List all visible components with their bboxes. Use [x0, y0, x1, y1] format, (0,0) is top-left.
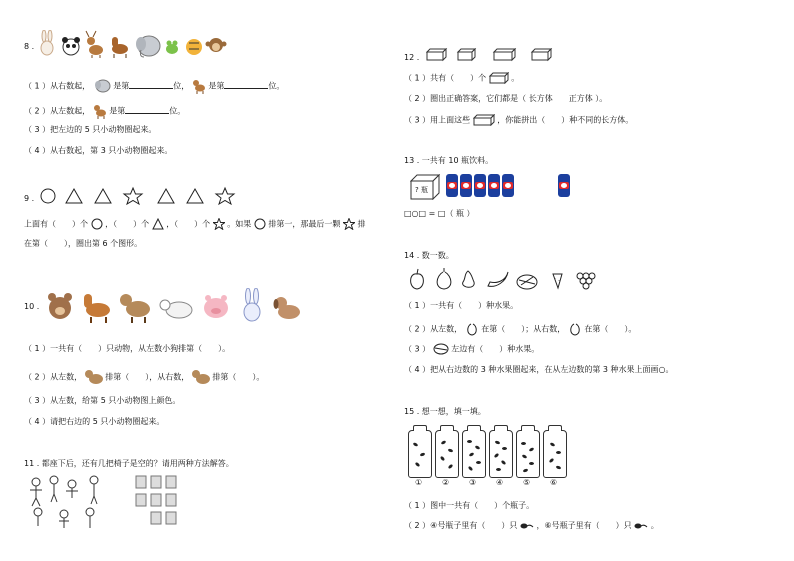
q8-animal-row [38, 30, 228, 58]
q14-line4: （ 4 ）把从右边数的 3 种水果圈起来，在从左边数的第 3 种水果上面画○。 [404, 365, 674, 374]
q8-l1-text-b: 是第 [113, 81, 130, 91]
soda-can-icon [502, 174, 514, 197]
peach-icon [437, 268, 451, 289]
q15-line1: （ 1 ）图中一共有（ ）个瓶子。 [404, 501, 535, 510]
triangle-icon [158, 189, 174, 203]
strawberry-icon [553, 274, 562, 288]
triangle-icon [187, 189, 203, 203]
circle-icon [41, 189, 55, 203]
jar-labels [408, 478, 578, 490]
q12-l1-a: （ 1 ）共有（ ）个 [404, 73, 487, 83]
soda-can-icon [488, 174, 500, 197]
q15-text: 15 . 想一想，填一填。 [404, 407, 486, 416]
jar-3 [462, 430, 486, 478]
q10-animal-row [46, 288, 311, 324]
q15-l2-b: ，⑥号瓶子里有（ ）只 [536, 521, 632, 530]
tadpole-icon [520, 522, 534, 530]
q10-line3: （ 3 ）从左数，给第 5 只小动物图上颜色。 [24, 396, 181, 405]
q9-line1 [24, 218, 365, 230]
q9-l1-b: ，（ ）个 [105, 219, 150, 229]
q8-l1-text-c: 位， [173, 81, 190, 91]
q10-line1: （ 1 ）一共有（ ）只动物，从左数小狗排第（ ）。 [24, 344, 231, 353]
q14-l3-a: （ 3 ） [404, 344, 431, 354]
jar-label-4: ④ [496, 478, 504, 487]
q8-header [24, 41, 34, 52]
cow-icon [85, 369, 103, 385]
star-icon [124, 188, 142, 204]
rabbit-icon [244, 288, 260, 321]
q12-l3-a: （ 3 ）用上面这些 [404, 115, 471, 125]
q12-l3-b: ，你能拼出（ ）种不同的长方体。 [497, 115, 634, 125]
jar-5 [516, 430, 540, 478]
tiger-icon [186, 39, 202, 55]
children-illustration [26, 474, 106, 530]
deer-icon [93, 103, 107, 119]
q14-l2-c: 在第（ ）。 [584, 324, 637, 334]
circle-icon [254, 218, 266, 230]
banana-icon [488, 272, 508, 286]
q9-line2: 在第（ ），圈出第 6 个图形。 [24, 239, 143, 248]
q9-number: 9 . [24, 194, 35, 203]
q14-line1: （ 1 ）一共有（ ）种水果。 [404, 301, 519, 310]
star-icon [213, 218, 225, 230]
q12-line1 [404, 72, 519, 84]
tadpole-icon [634, 522, 648, 530]
q10-l2-b: 排第（ ），从右数， [105, 372, 190, 382]
jar-label-2: ② [442, 478, 450, 487]
q8-blank-1[interactable] [129, 80, 173, 89]
triangle-icon [152, 218, 164, 230]
jar-4 [489, 430, 513, 478]
elephant-icon [93, 79, 111, 93]
horse-icon [112, 37, 128, 58]
cow-icon [192, 369, 210, 385]
cow-icon [120, 294, 150, 323]
q12-number: 12 . [404, 53, 420, 62]
monkey-icon [206, 38, 227, 52]
q8-l1-text-e: 位。 [268, 81, 285, 91]
soda-can-icon [558, 174, 570, 197]
q8-number: 8 . [24, 42, 35, 51]
star-icon [343, 218, 355, 230]
jar-label-5: ⑤ [523, 478, 531, 487]
q8-l2-text-b: 是第 [109, 106, 126, 116]
cuboid-row [426, 48, 556, 62]
fruit-row [406, 268, 606, 292]
deer-icon [86, 31, 103, 58]
triangle-icon [95, 189, 111, 203]
bear-icon [48, 293, 72, 319]
circle-icon [91, 218, 103, 230]
q10-l2-c: 排第（ ）。 [212, 372, 265, 382]
q10-l2-a: （ 2 ）从左数， [24, 372, 83, 382]
q13-cans-group [446, 174, 516, 197]
q8-line4: （ 4 ）从右数起，第 3 只小动物圈起来。 [24, 146, 173, 155]
peach-icon [568, 322, 582, 336]
q8-animals-illustration [38, 30, 228, 58]
grapes-icon [577, 273, 595, 289]
q9-l1-e: 排第一，那最后一颗 [268, 219, 341, 229]
q9-l1-f: 排 [357, 219, 366, 229]
jar-label-1: ① [415, 478, 423, 487]
q10-number: 10 . [24, 302, 40, 311]
peach-icon [465, 322, 479, 336]
jar-label-3: ③ [469, 478, 477, 487]
pear-icon [463, 271, 475, 287]
q9-shape-row [40, 186, 270, 206]
box-label: ? 瓶 [415, 186, 428, 194]
q8-l1-text-d: 是第 [208, 81, 225, 91]
deer-icon [192, 78, 206, 94]
q9-l1-c: ，（ ）个 [166, 219, 211, 229]
q15-l2-c: 。 [650, 521, 659, 530]
q10-line4: （ 4 ）请把右边的 5 只小动物圈起来。 [24, 417, 165, 426]
q8-l1-text-a: （ 1 ）从右数起， [24, 81, 91, 91]
q10-line2 [24, 369, 264, 385]
q12-line2: （ 2 ）圈出正确答案，它们都是（ 长方体 正方体 ）。 [404, 94, 608, 103]
soda-can-icon [460, 174, 472, 197]
frog-icon [166, 41, 178, 55]
apple-icon [411, 269, 424, 289]
q14-l3-b: 左边有（ ）种水果。 [451, 344, 540, 354]
panda-icon [62, 37, 80, 55]
q8-l2-text-c: 位。 [169, 106, 186, 116]
soda-can-icon [474, 174, 486, 197]
q13-single-can [558, 174, 572, 197]
q8-blank-2[interactable] [224, 80, 268, 89]
jar-6 [543, 430, 567, 478]
q8-l2-text-a: （ 2 ）从左数起， [24, 106, 91, 116]
sheep-icon [160, 300, 192, 318]
q15-l2-a: （ 2 ）④号瓶子里有（ ）只 [404, 521, 518, 530]
q11-text: 11 . 都座下后，还有几把椅子是空的？请用两种方法解答。 [24, 459, 234, 468]
watermelon-icon [517, 275, 537, 289]
q12-line3 [404, 114, 633, 126]
q12-l1-b: 。 [511, 73, 520, 83]
q8-line1 [24, 78, 284, 94]
horse-icon [84, 294, 110, 323]
q8-line3: （ 3 ）把左边的 5 只小动物圈起来。 [24, 125, 157, 134]
q14-l2-a: （ 2 ）从左数， [404, 324, 463, 334]
jar-1 [408, 430, 432, 478]
q15-line2 [404, 520, 659, 531]
q9-l1-a: 上面有（ ）个 [24, 219, 88, 229]
q14-text: 14 . 数一数。 [404, 251, 454, 260]
chairs-illustration [134, 474, 184, 528]
soda-can-icon [446, 174, 458, 197]
q8-line2 [24, 103, 185, 119]
star-icon [216, 188, 234, 204]
dog-icon [274, 297, 301, 319]
q14-line2 [404, 322, 636, 336]
q8-blank-3[interactable] [125, 105, 169, 114]
watermelon-icon [433, 343, 449, 355]
cuboid-icon [489, 72, 509, 84]
jar-label-6: ⑥ [550, 478, 558, 487]
elephant-icon [136, 36, 160, 57]
q9-l1-d: 。如果 [227, 219, 252, 229]
jar-2 [435, 430, 459, 478]
q14-line3 [404, 343, 539, 355]
triangle-icon [66, 189, 82, 203]
pig-icon [204, 295, 228, 318]
q13-box [410, 174, 440, 202]
cuboid-icon [473, 114, 495, 126]
q14-l2-b: 在第（ ）；从右数， [481, 324, 566, 334]
rabbit-icon [41, 30, 53, 55]
q13-equation: □○□ = □（ 瓶 ） [404, 209, 475, 218]
q13-text: 13 . 一共有 10 瓶饮料。 [404, 156, 494, 165]
